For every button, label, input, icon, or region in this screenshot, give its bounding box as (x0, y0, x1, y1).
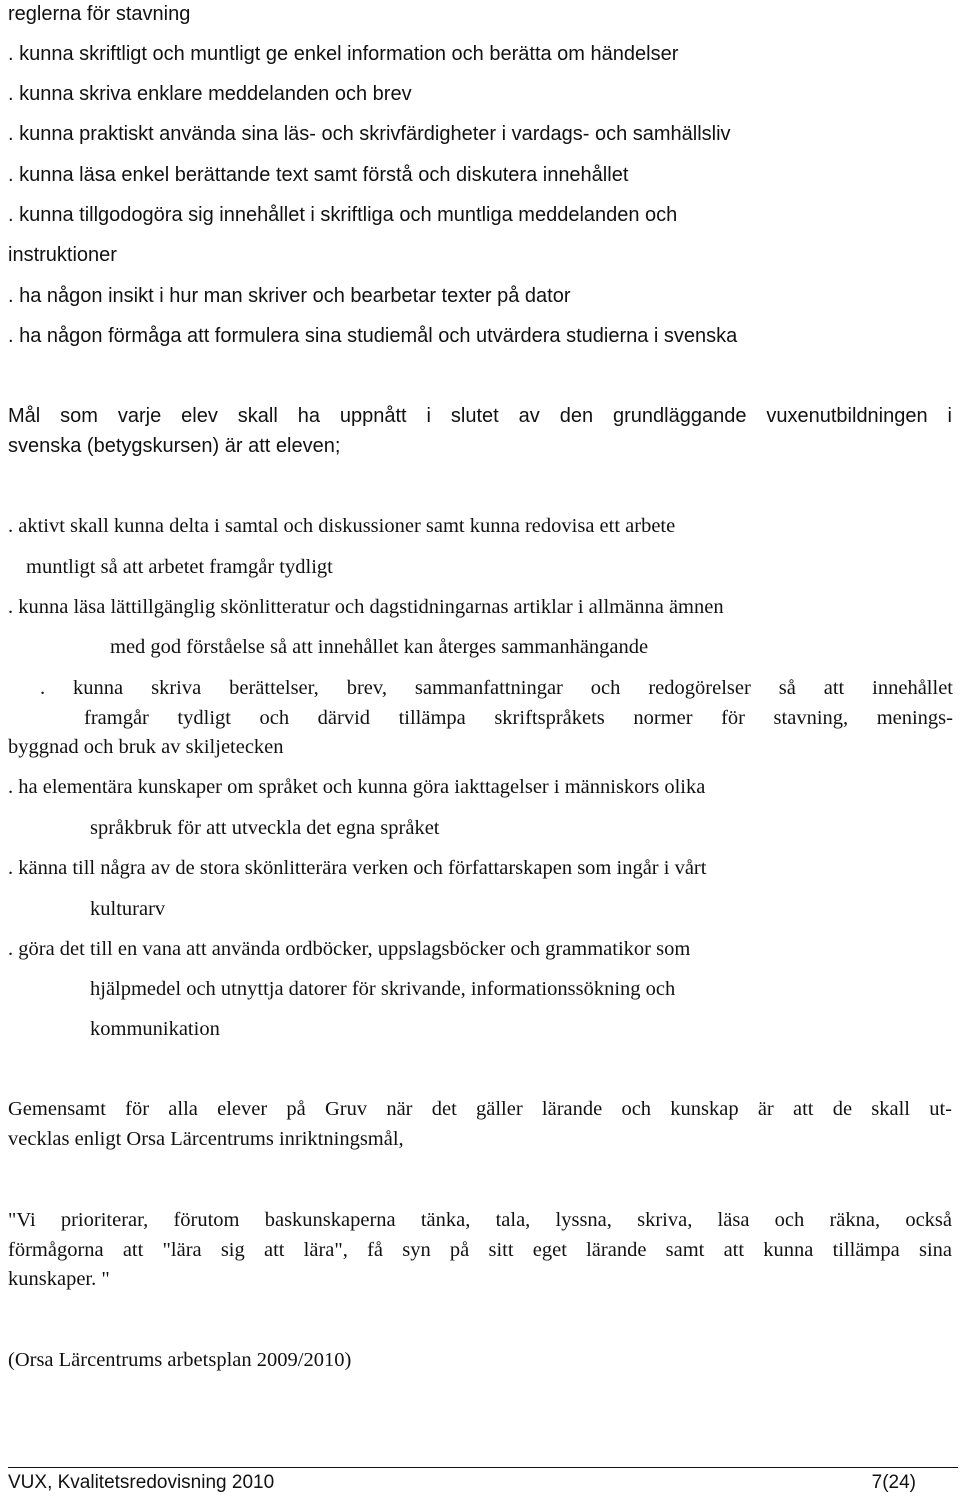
common-paragraph-line: Gemensamt för alla elever på Gruv när det gäller lärande och kunskap är att de skall ut- (8, 1098, 952, 1120)
goal-item: . känna till några av de stora skönlitterära verken och författarskapen som ingår i vårt (8, 857, 707, 879)
list-item: . kunna praktiskt använda sina läs- och skrivfärdigheter i vardags- och samhällsliv (8, 123, 731, 145)
list-item-continuation: instruktioner (8, 244, 117, 266)
goal-item: . kunna skriva berättelser, brev, sammanfattningar och redogörelser så att innehållet (40, 677, 953, 699)
goal-item-continuation: kommunikation (90, 1018, 220, 1040)
list-item: . ha någon förmåga att formulera sina studiemål och utvärdera studierna i svenska (8, 325, 738, 347)
goal-item-continuation: muntligt så att arbetet framgår tydligt (26, 556, 333, 578)
common-paragraph-line: vecklas enligt Orsa Lärcentrums inriktningsmål, (8, 1128, 404, 1150)
line-stavning: reglerna för stavning (8, 3, 191, 25)
source-citation: (Orsa Lärcentrums arbetsplan 2009/2010) (8, 1349, 352, 1371)
goal-intro-line: Mål som varje elev skall ha uppnått i slutet av den grundläggande vuxenutbildningen i (8, 405, 952, 427)
goal-intro-line: svenska (betygskursen) är att eleven; (8, 435, 341, 457)
goal-item-continuation: kulturarv (90, 898, 166, 920)
goal-item-continuation: språkbruk för att utveckla det egna språket (90, 817, 440, 839)
footer-rule (8, 1467, 958, 1468)
goal-item-continuation: framgår tydligt och därvid tillämpa skriftspråkets normer för stavning, menings- (84, 707, 953, 729)
list-item: . kunna tillgodogöra sig innehållet i skriftliga och muntliga meddelanden och (8, 204, 678, 226)
page-number: 7(24) (871, 1472, 916, 1493)
quote-line: kunskaper. " (8, 1268, 110, 1290)
quote-line: förmågorna att "lära sig att lära", få syn på sitt eget lärande samt att kunna tillämpa sina (8, 1239, 952, 1261)
goal-item-continuation: byggnad och bruk av skiljetecken (8, 736, 284, 758)
list-item: . kunna skriftligt och muntligt ge enkel information och berätta om händelser (8, 43, 679, 65)
goal-item-continuation: med god förståelse så att innehållet kan återges sammanhängande (110, 636, 649, 658)
goal-item: . ha elementära kunskaper om språket och kunna göra iakttagelser i människors olika (8, 776, 706, 798)
list-item: . kunna läsa enkel berättande text samt förstå och diskutera innehållet (8, 164, 629, 186)
list-item: . kunna skriva enklare meddelanden och brev (8, 83, 412, 105)
goal-item: . göra det till en vana att använda ordböcker, uppslagsböcker och grammatikor som (8, 938, 691, 960)
goal-item: . kunna läsa lättillgänglig skönlitteratur och dagstidningarnas artiklar i allmänna ämnen (8, 596, 724, 618)
quote-line: "Vi prioriterar, förutom baskunskaperna tänka, tala, lyssna, skriva, läsa och räkna, också (8, 1209, 952, 1231)
list-item: . ha någon insikt i hur man skriver och bearbetar texter på dator (8, 285, 571, 307)
goal-item-continuation: hjälpmedel och utnyttja datorer för skrivande, informationssökning och (90, 978, 676, 1000)
goal-item: . aktivt skall kunna delta i samtal och diskussioner samt kunna redovisa ett arbete (8, 515, 676, 537)
footer-title: VUX, Kvalitetsredovisning 2010 (8, 1472, 275, 1493)
